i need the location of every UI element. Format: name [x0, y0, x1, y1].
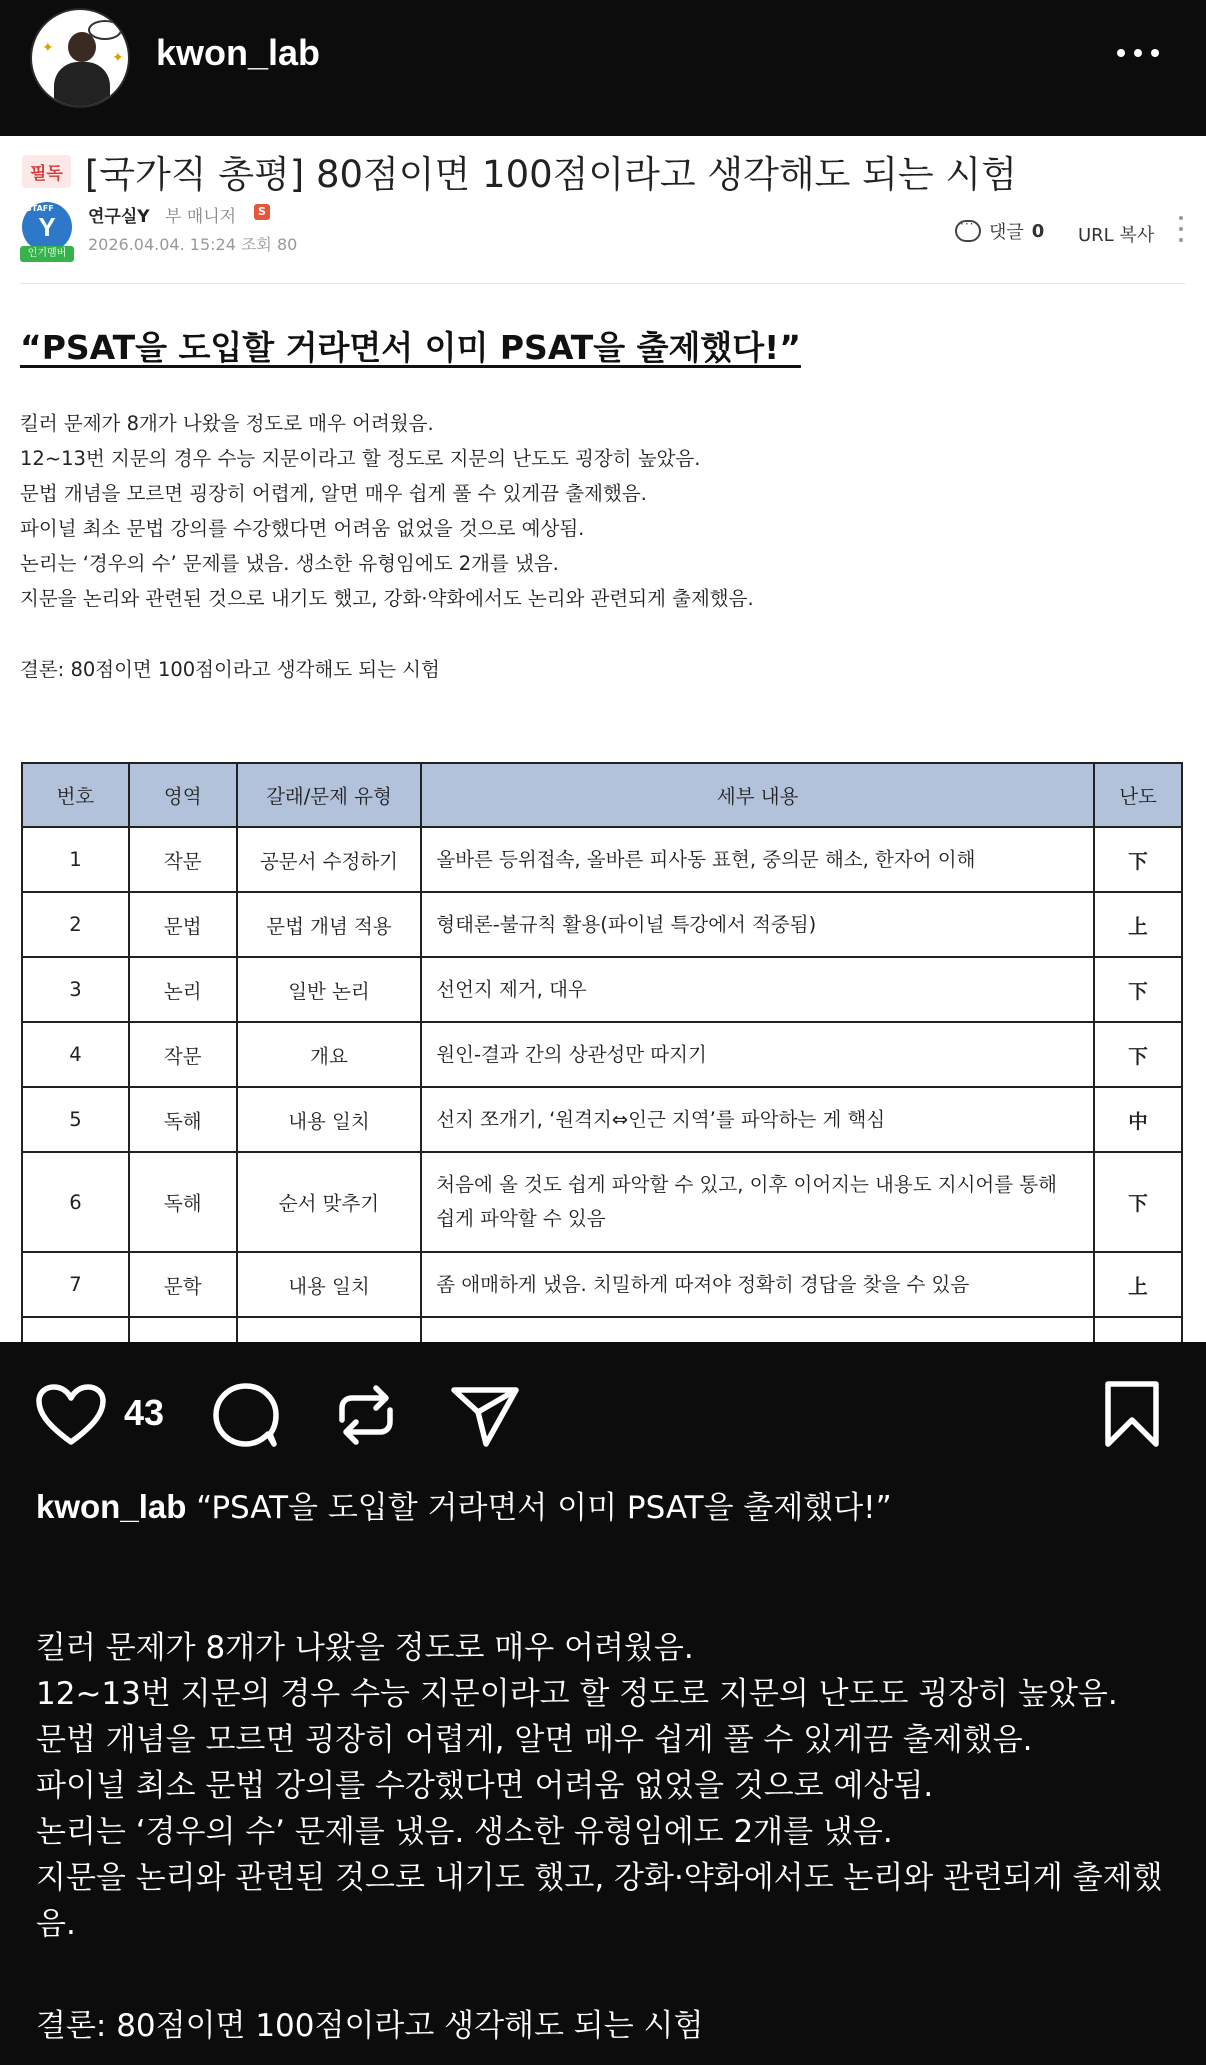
table-row: [22, 1152, 1182, 1252]
doc-line: 킬러 문제가 8개가 나왔을 정도로 매우 어려웠음.: [20, 412, 434, 435]
caption-line: 킬러 문제가 8개가 나왔을 정도로 매우 어려웠음.: [36, 1630, 694, 1666]
exam-table: [21, 762, 1183, 1342]
cell-number: 1: [22, 827, 129, 892]
staff-avatar: [20, 202, 74, 260]
col-header: 세부 내용: [421, 763, 1094, 827]
caption-line: 논리는 ‘경우의 수’ 문제를 냈음. 생소한 유형임에도 2개를 냈음.: [36, 1814, 893, 1850]
post-image[interactable]: [0, 136, 1206, 1342]
cell-type: 문법 개념 적용: [237, 892, 422, 957]
cell-area: 독해: [129, 1152, 237, 1252]
cell-detail: 올바른 등위접속, 올바른 피사동 표현, 중의문 해소, 한자어 이해: [421, 827, 1094, 892]
col-header: 난도: [1094, 763, 1182, 827]
bookmark-icon[interactable]: [1102, 1380, 1162, 1448]
cell-empty: [22, 1317, 129, 1342]
post-meta: 2026.04.04. 15:24 조회 80: [88, 235, 298, 254]
staff-tag: STAFF: [26, 204, 54, 213]
required-badge: 필독: [22, 155, 71, 188]
caption-line: 12~13번 지문의 경우 수능 지문이라고 할 정도로 지문의 난도도 굉장히 높았음.: [36, 1676, 1118, 1712]
comment-count: 0: [1031, 220, 1045, 242]
caption-line: 파이널 최소 문법 강의를 수강했다면 어려움 없었을 것으로 예상됨.: [36, 1768, 934, 1804]
cell-area: 작문: [129, 827, 237, 892]
table-row: [22, 1252, 1182, 1317]
doc-headline: “PSAT을 도입할 거라면서 이미 PSAT을 출제했다!”: [20, 328, 801, 367]
username[interactable]: kwon_lab: [156, 32, 321, 73]
doc-line: 12~13번 지문의 경우 수능 지문이라고 할 정도로 지문의 난도도 굉장히 높았음.: [20, 447, 701, 470]
avatar-body: [54, 62, 110, 108]
cell-level: 中: [1094, 1087, 1182, 1152]
cell-number: 4: [22, 1022, 129, 1087]
cell-level: 下: [1094, 827, 1182, 892]
cell-area: 문학: [129, 1252, 237, 1317]
cell-empty: [1094, 1317, 1182, 1342]
table-header-row: [22, 763, 1182, 827]
action-bar: [0, 1342, 1206, 1472]
cell-detail: 형태론-불규칙 활용(파이널 특강에서 적중됨): [421, 892, 1094, 957]
doc-conclusion: 결론: 80점이면 100점이라고 생각해도 되는 시험: [20, 658, 440, 681]
sparkle-icon: ✦: [112, 50, 124, 66]
cell-detail: 처음에 올 것도 쉽게 파악할 수 있고, 이후 이어지는 내용도 지시어를 통해 쉽게 파악할 수 있음: [421, 1152, 1094, 1252]
doc-line: 논리는 ‘경우의 수’ 문제를 냈음. 생소한 유형임에도 2개를 냈음.: [20, 552, 559, 575]
kebab-icon: [1177, 216, 1185, 242]
doc-author-row: [20, 202, 1190, 272]
cell-type: 공문서 수정하기: [237, 827, 422, 892]
table-row: [22, 1087, 1182, 1152]
avatar-head: [68, 32, 96, 62]
cell-empty: [421, 1317, 1094, 1342]
cell-level: 下: [1094, 1152, 1182, 1252]
repost-icon[interactable]: [332, 1382, 400, 1448]
comment-icon[interactable]: [212, 1382, 280, 1448]
cell-area: 논리: [129, 957, 237, 1022]
cell-area: 문법: [129, 892, 237, 957]
more-options-icon[interactable]: [1112, 38, 1164, 68]
heart-icon[interactable]: [36, 1384, 106, 1446]
caption-line: 문법 개념을 모르면 굉장히 어렵게, 알면 매우 쉽게 풀 수 있게끔 출제했음.: [36, 1722, 1033, 1758]
doc-comment-link: [955, 218, 1044, 244]
post-header: [0, 0, 1206, 136]
cell-level: 上: [1094, 892, 1182, 957]
table-row-cut: [22, 1317, 1182, 1342]
cell-type: 순서 맞추기: [237, 1152, 422, 1252]
cell-number: 3: [22, 957, 129, 1022]
author-name: 연구실Y: [88, 207, 150, 227]
sparkle-icon: ✦: [42, 40, 54, 56]
divider: [20, 283, 1186, 284]
cell-area: 작문: [129, 1022, 237, 1087]
cell-empty: [129, 1317, 237, 1342]
doc-title: [국가직 총평] 80점이면 100점이라고 생각해도 되는 시험: [84, 153, 1017, 196]
comment-bubble-icon: [955, 220, 981, 242]
col-header: 번호: [22, 763, 129, 827]
doc-line: 문법 개념을 모르면 굉장히 어렵게, 알면 매우 쉽게 풀 수 있게끔 출제했음.: [20, 482, 647, 505]
cell-level: 下: [1094, 1022, 1182, 1087]
staff-letter: Y: [22, 202, 72, 252]
col-header: 영역: [129, 763, 237, 827]
like-count[interactable]: 43: [124, 1392, 165, 1433]
table-row: [22, 957, 1182, 1022]
cell-type: 개요: [237, 1022, 422, 1087]
table-row: [22, 827, 1182, 892]
cell-detail: 원인-결과 간의 상관성만 따지기: [421, 1022, 1094, 1087]
cell-number: 2: [22, 892, 129, 957]
caption-first-line: [36, 1484, 1176, 1531]
caption-conclusion: 결론: 80점이면 100점이라고 생각해도 되는 시험: [36, 2008, 704, 2044]
caption-headline: “PSAT을 도입할 거라면서 이미 PSAT을 출제했다!”: [196, 1490, 892, 1526]
doc-line: 파이널 최소 문법 강의를 수강했다면 어려움 없었을 것으로 예상됨.: [20, 517, 585, 540]
caption-body: [36, 1625, 1176, 1947]
table-row: [22, 892, 1182, 957]
cell-area: 독해: [129, 1087, 237, 1152]
cell-type: 일반 논리: [237, 957, 422, 1022]
cell-detail: 선지 쪼개기, ‘원격지⇔인근 지역’를 파악하는 게 핵심: [421, 1087, 1094, 1152]
cell-number: 7: [22, 1252, 129, 1317]
popular-member-badge: 인기멤버: [20, 246, 74, 262]
cell-detail: 선언지 제거, 대우: [421, 957, 1094, 1022]
profile-avatar[interactable]: [30, 8, 130, 108]
doc-body: [20, 406, 754, 616]
cell-type: 내용 일치: [237, 1087, 422, 1152]
cell-number: 5: [22, 1087, 129, 1152]
author-role: 부 매니저: [165, 207, 237, 227]
table-row: [22, 1022, 1182, 1087]
cell-level: 上: [1094, 1252, 1182, 1317]
caption-username[interactable]: kwon_lab: [36, 1488, 187, 1525]
col-header: 갈래/문제 유형: [237, 763, 422, 827]
cell-detail: 좀 애매하게 냈음. 치밀하게 따져야 정확히 경답을 찾을 수 있음: [421, 1252, 1094, 1317]
caption-line: 지문을 논리와 관련된 것으로 내기도 했고, 강화·약화에서도 논리와 관련되게 출제했음.: [36, 1860, 1163, 1942]
doc-line: 지문을 논리와 관련된 것으로 내기도 했고, 강화·약화에서도 논리와 관련되게 출제했음.: [20, 587, 754, 610]
cell-number: 6: [22, 1152, 129, 1252]
grade-badge: S: [254, 204, 270, 220]
cell-level: 下: [1094, 957, 1182, 1022]
url-copy: URL 복사: [1078, 225, 1155, 246]
comment-label: 댓글: [989, 222, 1024, 243]
doc-title-row: [22, 144, 1017, 198]
cell-empty: [237, 1317, 422, 1342]
send-icon[interactable]: [450, 1382, 520, 1448]
cell-type: 내용 일치: [237, 1252, 422, 1317]
